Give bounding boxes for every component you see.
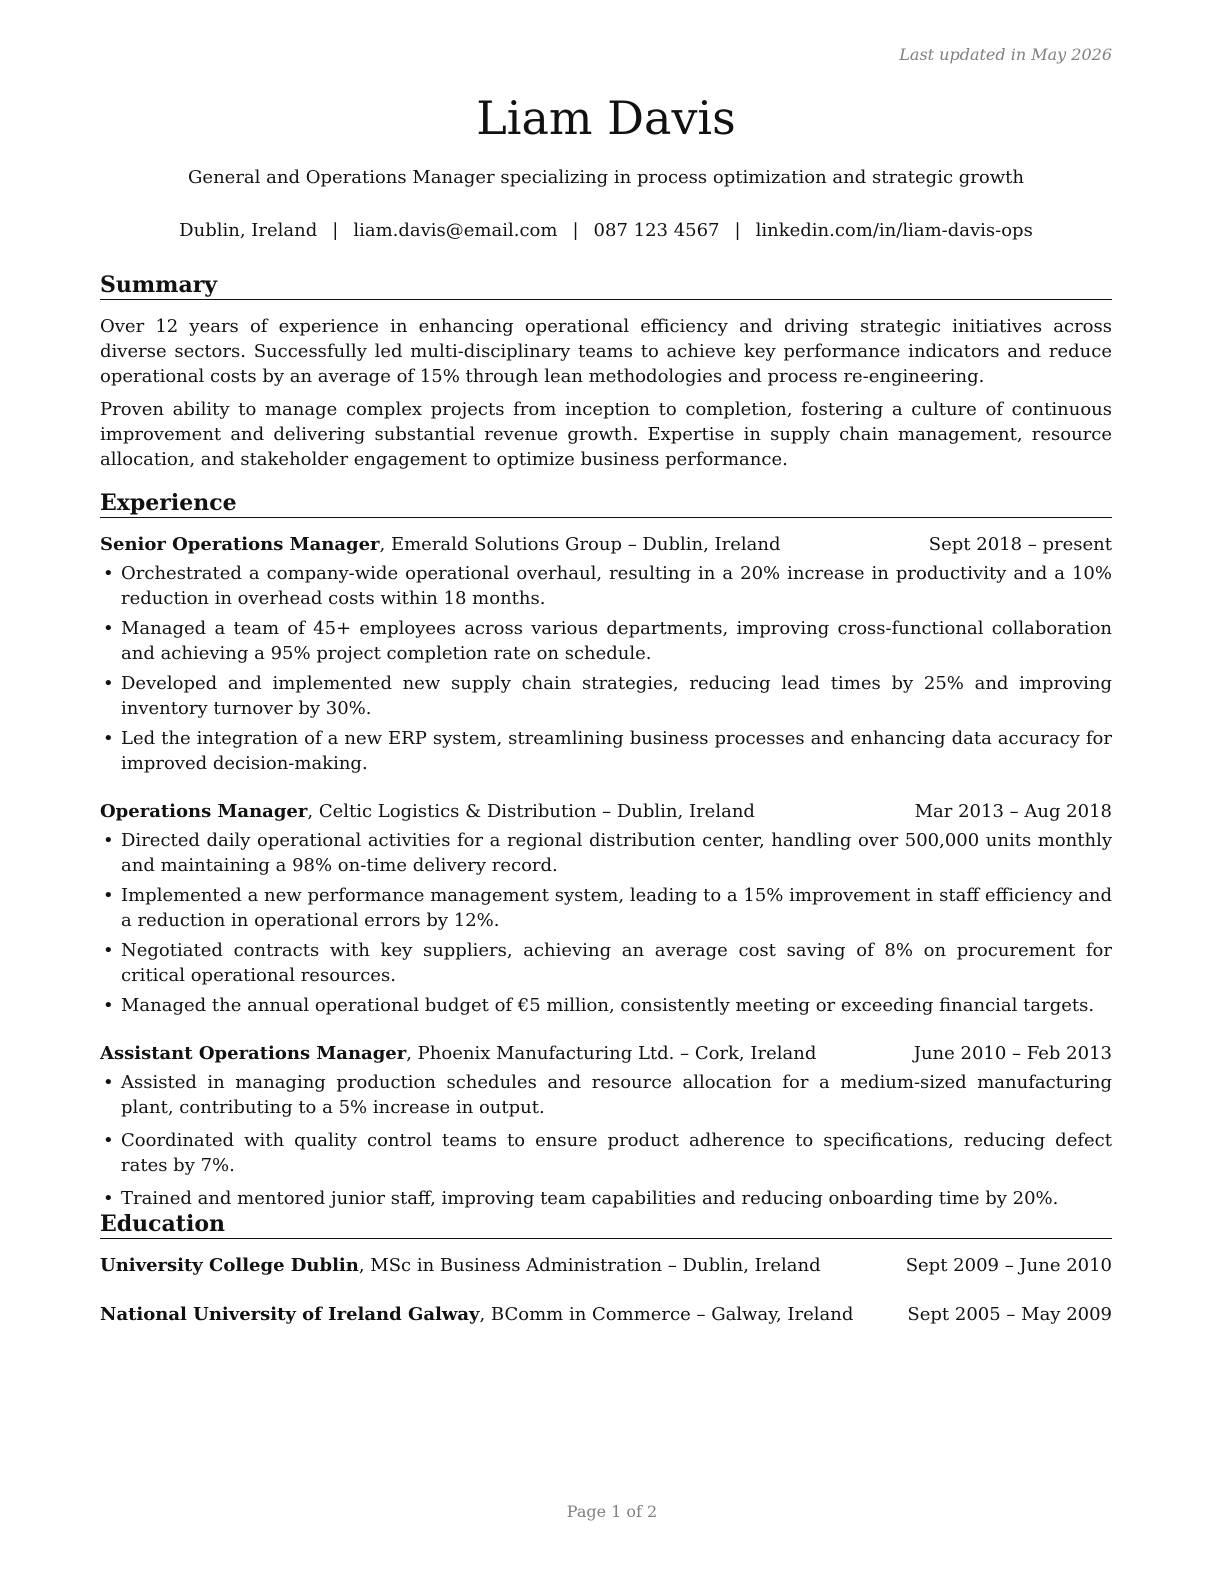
job-dates: June 2010 – Feb 2013: [913, 1043, 1112, 1064]
bullet-item: • Managed the annual operational budget of €5 million, consistently meeting or exceeding financial targets.: [100, 993, 1112, 1018]
bullet-item: • Led the integration of a new ERP system, streamlining business processes and enhancing data accuracy for improved decision-making.: [100, 726, 1112, 776]
summary-section: [100, 271, 1112, 472]
tagline: General and Operations Manager specializing in process optimization and strategic growth: [188, 167, 1024, 188]
bullet-item: • Implemented a new performance management system, leading to a 15% improvement in staff efficiency and a reduction in operational errors by 12%.: [100, 883, 1112, 933]
section-title-summary: Summary: [100, 271, 1112, 300]
job-company: , Celtic Logistics & Distribution – Dublin, Ireland: [307, 801, 755, 822]
job-bullets: [100, 1070, 1112, 1211]
education-school: National University of Ireland Galway: [100, 1304, 480, 1325]
education-section: [100, 1210, 1112, 1327]
contact-separator: |: [572, 220, 579, 241]
education-school: University College Dublin: [100, 1255, 359, 1276]
education-entry: [100, 1302, 1112, 1327]
page-number: Page 1 of 2: [566, 1502, 658, 1521]
last-updated: Last updated in May 2026: [899, 45, 1112, 64]
job-bullets: [100, 561, 1112, 776]
candidate-name: Liam Davis: [476, 91, 736, 145]
job-header: [100, 799, 1112, 824]
contact-location: Dublin, Ireland: [179, 220, 318, 241]
education-degree: , MSc in Business Administration – Dublin, Ireland: [358, 1255, 821, 1276]
education-dates: Sept 2005 – May 2009: [907, 1304, 1112, 1325]
job-entry: [100, 1041, 1112, 1211]
education-degree: , BComm in Commerce – Galway, Ireland: [479, 1304, 854, 1325]
summary-paragraph: Proven ability to manage complex projects from inception to completion, fostering a culture of continuous improvement and delivering substantial revenue growth. Expertise in supply chain management, resource allocation, and stakeholder engagement to optimize business performance.: [100, 399, 1112, 470]
job-company: , Emerald Solutions Group – Dublin, Ireland: [379, 534, 781, 555]
education-entry: [100, 1253, 1112, 1278]
contact-email[interactable]: liam.davis@email.com: [353, 220, 558, 241]
job-dates: Sept 2018 – present: [928, 534, 1112, 555]
bullet-item: • Developed and implemented new supply chain strategies, reducing lead times by 25% and improving inventory turnover by 30%.: [100, 671, 1112, 721]
education-dates: Sept 2009 – June 2010: [905, 1255, 1112, 1276]
job-bullets: [100, 828, 1112, 1018]
job-company: , Phoenix Manufacturing Ltd. – Cork, Ireland: [406, 1043, 817, 1064]
job-entry: [100, 532, 1112, 776]
contact-linkedin[interactable]: linkedin.com/in/liam-davis-ops: [755, 220, 1033, 241]
bullet-item: • Assisted in managing production schedules and resource allocation for a medium-sized manufacturing plant, contributing to a 5% increase in output.: [100, 1070, 1112, 1120]
section-title-education: Education: [100, 1210, 1112, 1239]
resume-page: [100, 0, 1112, 1584]
job-role: Operations Manager: [100, 801, 308, 822]
job-dates: Mar 2013 – Aug 2018: [914, 801, 1112, 822]
job-entry: [100, 799, 1112, 1018]
bullet-item: • Managed a team of 45+ employees across various departments, improving cross-functional collaboration and achieving a 95% project completion rate on schedule.: [100, 616, 1112, 666]
section-title-experience: Experience: [100, 489, 1112, 518]
bullet-item: • Coordinated with quality control teams to ensure product adherence to specifications, reducing defect rates by 7%.: [100, 1128, 1112, 1178]
job-header: [100, 532, 1112, 557]
bullet-item: • Orchestrated a company-wide operational overhaul, resulting in a 20% increase in productivity and a 10% reduction in overhead costs within 18 months.: [100, 561, 1112, 611]
job-role: Assistant Operations Manager: [100, 1043, 407, 1064]
contact-separator: |: [332, 220, 339, 241]
bullet-item: • Negotiated contracts with key suppliers, achieving an average cost saving of 8% on procurement for critical operational resources.: [100, 938, 1112, 988]
contact-line: [100, 220, 1112, 241]
bullet-item: • Trained and mentored junior staff, improving team capabilities and reducing onboarding time by 20%.: [100, 1186, 1112, 1211]
contact-separator: |: [734, 220, 741, 241]
job-header: [100, 1041, 1112, 1066]
bullet-item: • Directed daily operational activities for a regional distribution center, handling over 500,000 units monthly and maintaining a 98% on-time delivery record.: [100, 828, 1112, 878]
summary-paragraph: Over 12 years of experience in enhancing operational efficiency and driving strategic initiatives across diverse sectors. Successfully led multi-disciplinary teams to achieve key performance indicators and reduce operational costs by an average of 15% through lean methodologies and process re-engineering.: [100, 316, 1112, 387]
job-role: Senior Operations Manager: [100, 534, 380, 555]
experience-section: [100, 489, 1112, 1211]
contact-phone[interactable]: 087 123 4567: [593, 220, 720, 241]
